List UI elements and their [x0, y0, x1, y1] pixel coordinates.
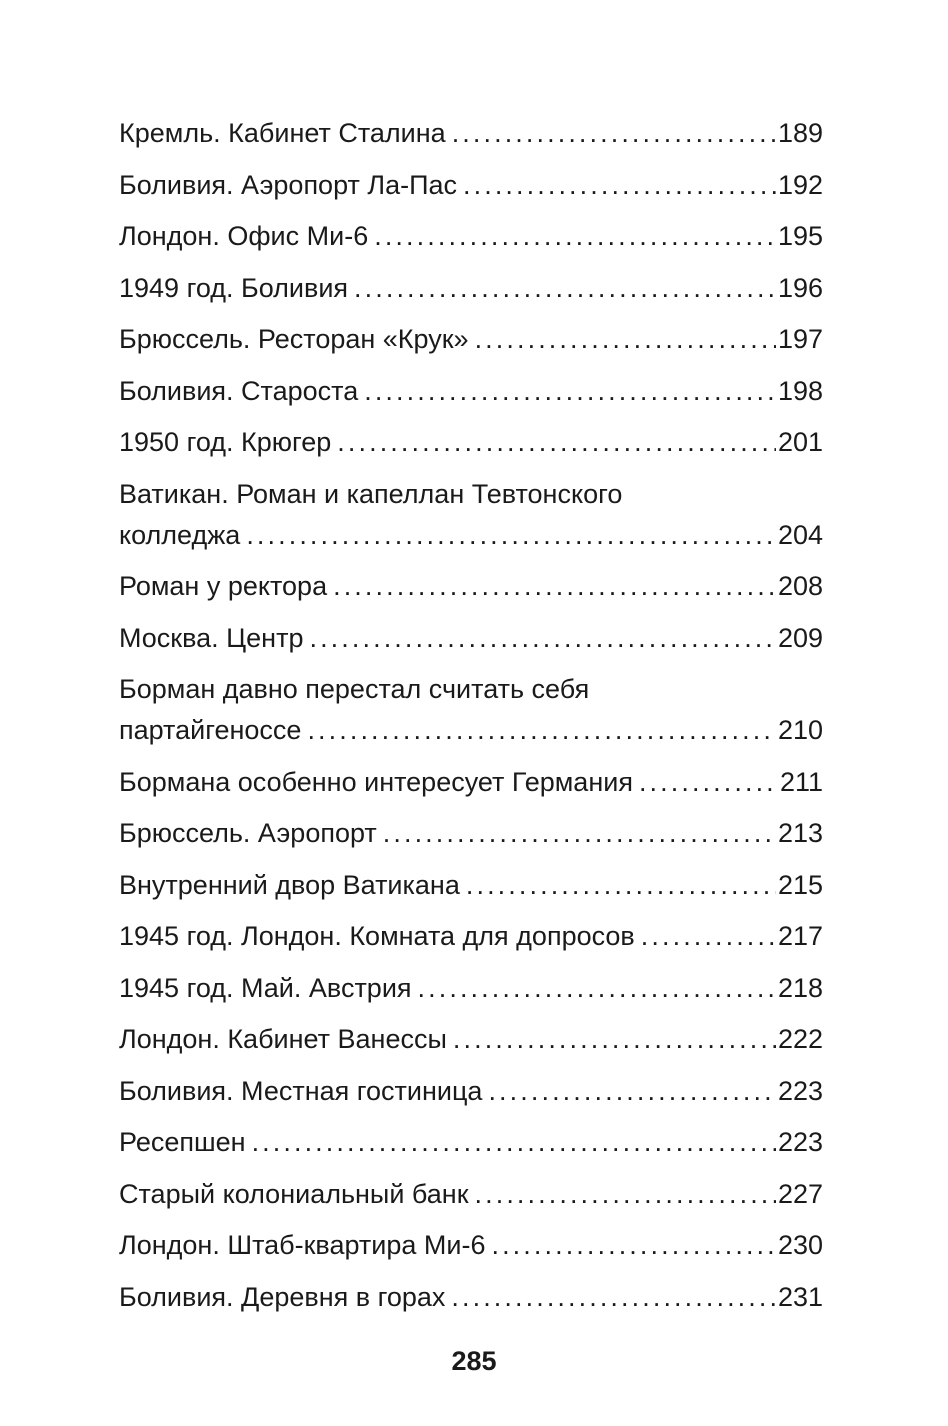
toc-entry — [119, 113, 823, 154]
dot-leader — [307, 710, 776, 751]
dot-leader — [488, 1071, 775, 1112]
toc-entry-page: 211 — [779, 766, 823, 797]
toc-entry-title: Лондон. Кабинет Ванессы — [119, 1024, 447, 1054]
dot-leader — [491, 1225, 775, 1266]
toc-entry — [119, 1277, 823, 1318]
toc-entry-page: 195 — [777, 221, 823, 251]
toc-entry-title: Бормана особенно интересует Германия — [119, 766, 633, 797]
toc-entry-title: 1949 год. Боливия — [119, 272, 349, 303]
toc-entry — [119, 669, 823, 751]
table-of-contents — [119, 113, 823, 1328]
toc-entry — [119, 618, 823, 659]
page-number: 285 — [451, 1346, 497, 1376]
toc-entry-title: Боливия. Деревня в горах — [119, 1281, 446, 1312]
toc-entry — [119, 319, 823, 360]
toc-entry-title: 1945 год. Май. Австрия — [119, 972, 412, 1003]
dot-leader — [337, 422, 776, 463]
toc-entry-page: 197 — [777, 324, 823, 354]
toc-entry-page: 210 — [777, 715, 823, 745]
toc-entry — [119, 968, 823, 1009]
toc-entry-page: 230 — [777, 1230, 823, 1260]
toc-entry — [119, 1122, 823, 1163]
toc-entry-page: 215 — [777, 869, 823, 900]
toc-entry-page: 218 — [777, 972, 823, 1003]
toc-entry-page: 198 — [777, 375, 823, 406]
toc-entry-page: 189 — [777, 118, 823, 148]
toc-entry-page: 192 — [777, 169, 823, 200]
toc-entry-page: 196 — [777, 272, 823, 303]
toc-entry-page: 223 — [777, 1127, 823, 1157]
toc-entry-page: 231 — [777, 1281, 823, 1312]
toc-entry — [119, 268, 823, 309]
dot-leader — [418, 968, 776, 1009]
toc-entry-title: Лондон. Офис Ми-6 — [119, 221, 369, 251]
toc-entry — [119, 165, 823, 206]
toc-entry — [119, 566, 823, 607]
toc-entry-title: колледжа — [119, 519, 241, 550]
dot-leader — [641, 916, 776, 957]
dot-leader — [453, 1019, 776, 1060]
toc-entry-title: 1950 год. Крюгер — [119, 427, 332, 457]
toc-entry — [119, 916, 823, 957]
toc-entry-title: Брюссель. Ресторан «Крук» — [119, 324, 469, 354]
toc-entry — [119, 422, 823, 463]
dot-leader — [333, 566, 776, 607]
dot-leader — [639, 762, 778, 803]
dot-leader — [309, 618, 775, 659]
toc-entry — [119, 371, 823, 412]
toc-entry-title: Боливия. Староста — [119, 375, 359, 406]
toc-entry-title: Внутренний двор Ватикана — [119, 869, 460, 900]
toc-entry-page: 204 — [777, 519, 823, 550]
toc-entry-page: 209 — [777, 622, 823, 653]
toc-entry-title: Лондон. Штаб-квартира Ми-6 — [119, 1230, 486, 1260]
toc-entry-title: Москва. Центр — [119, 622, 304, 653]
dot-leader — [246, 515, 776, 556]
dot-leader — [452, 113, 776, 154]
dot-leader — [463, 165, 776, 206]
toc-entry-page: 222 — [777, 1024, 823, 1054]
toc-entry-page: 208 — [777, 571, 823, 601]
toc-entry — [119, 1225, 823, 1266]
toc-entry — [119, 762, 823, 803]
toc-entry-page: 217 — [777, 921, 823, 951]
toc-entry-page: 227 — [777, 1178, 823, 1209]
toc-entry-title: Старый колониальный банк — [119, 1178, 469, 1209]
toc-entry-title: Боливия. Аэропорт Ла-Пас — [119, 169, 458, 200]
toc-entry — [119, 474, 823, 556]
dot-leader — [451, 1277, 776, 1318]
toc-entry — [119, 1174, 823, 1215]
dot-leader — [252, 1122, 776, 1163]
dot-leader — [354, 268, 776, 309]
toc-entry-title-first-line: Борман давно перестал считать себя — [119, 674, 590, 704]
toc-entry-page: 201 — [777, 427, 823, 457]
toc-entry — [119, 1071, 823, 1112]
toc-entry — [119, 865, 823, 906]
dot-leader — [475, 1174, 776, 1215]
toc-entry-title: Кремль. Кабинет Сталина — [119, 118, 446, 148]
toc-entry-title: Ресепшен — [119, 1127, 246, 1157]
toc-entry — [119, 216, 823, 257]
toc-entry-title: партайгеноссе — [119, 715, 302, 745]
dot-leader — [374, 216, 776, 257]
toc-entry-page: 213 — [777, 818, 823, 848]
toc-entry-page: 223 — [777, 1075, 823, 1106]
dot-leader — [466, 865, 776, 906]
dot-leader — [364, 371, 776, 412]
toc-entry — [119, 813, 823, 854]
toc-entry-title-first-line: Ватикан. Роман и капеллан Тевтонского — [119, 478, 623, 509]
toc-entry-title: 1945 год. Лондон. Комната для допросов — [119, 921, 635, 951]
toc-entry-title: Роман у ректора — [119, 571, 328, 601]
toc-entry — [119, 1019, 823, 1060]
dot-leader — [475, 319, 776, 360]
toc-entry-title: Боливия. Местная гостиница — [119, 1075, 483, 1106]
toc-entry-title: Брюссель. Аэропорт — [119, 818, 377, 848]
dot-leader — [383, 813, 776, 854]
